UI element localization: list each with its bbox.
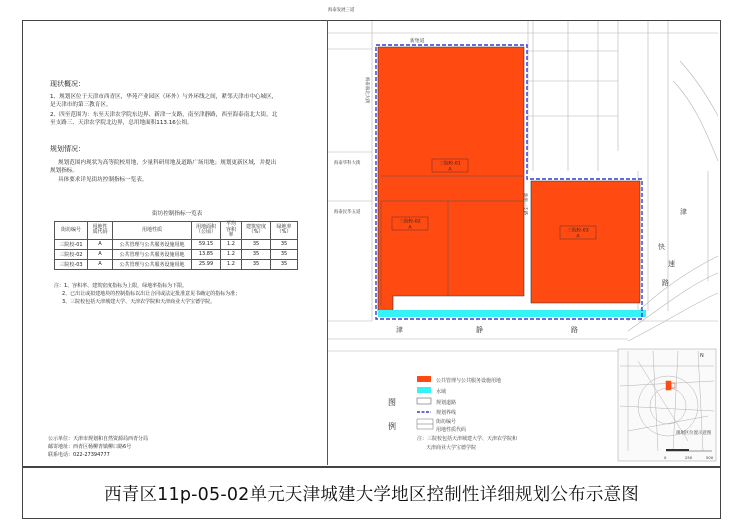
table-cell: A: [88, 259, 113, 269]
plan-line-1: 规划范围内现状为高等院校用地，少量科研用地及道路广场用地；规划更新区域，并提出: [58, 160, 277, 166]
status-line-1: 1、规划区位于天津市西青区，华苑产业园区（环外）与外环线之间，紧邻天津市中心城区，: [50, 94, 278, 100]
road-label-huake: 海泰华科大街: [334, 161, 361, 166]
scale-0: 0: [664, 455, 667, 460]
table-cell: 三院校-02: [55, 249, 88, 259]
footer-addr-label: 邮寄地址：: [48, 444, 74, 450]
status-line-2: 是天津市的第三教育区。: [50, 102, 112, 108]
table-header-row: [55, 222, 298, 240]
note-line-3: 3、三院校包括天津城建大学、天津农学院和天津商业大学宝德学院。: [62, 299, 216, 305]
legend-note-2: 天津商业大学宝德学院: [426, 445, 477, 451]
plan-heading: 规划情况：: [50, 145, 85, 153]
road-label-xinjin: 新津一支路: [522, 193, 527, 215]
table-header: 用地面积（公顷）: [192, 222, 221, 240]
scale-500: 500: [706, 455, 714, 460]
road-label-haitai: 海泰南北大街: [364, 77, 369, 104]
road-label-xinbao: 新堡道: [410, 39, 425, 44]
note-line-1: 注：1、容积率、建筑密度指标为上限，绿地率指标为下限。: [54, 283, 188, 289]
table-header: 建筑密度（%）: [242, 222, 271, 240]
parcel-02-type: A: [408, 225, 412, 231]
control-index-table: [54, 221, 298, 270]
table-header: 平均容积率: [221, 222, 242, 240]
scale-250: 250: [685, 455, 693, 460]
table-cell: 35: [271, 259, 298, 269]
road-label-jing: 静: [476, 326, 483, 334]
table-cell: 公共管理与公共服务设施用地: [113, 249, 192, 259]
table-row: [55, 239, 298, 249]
road-label-su: 速: [668, 260, 675, 268]
table-cell: 59.15: [192, 239, 221, 249]
table-header: 绿地率（%）: [271, 222, 298, 240]
legend-swatch-road: [417, 398, 431, 404]
road-label-jin2: 津: [680, 208, 687, 216]
road-label-lu2: 路: [662, 279, 669, 287]
parcel-03-code: 三院校-03: [567, 228, 589, 234]
table-cell: 35: [242, 249, 271, 259]
plan-line-3: 具体要求详见街坊控制指标一览表。: [58, 177, 148, 183]
parcel-02-code: 三院校-02: [399, 219, 421, 225]
road-label-lu: 路: [571, 326, 578, 334]
parcel-03-type: A: [576, 234, 580, 240]
legend-swatch-water: [417, 387, 431, 393]
legend-title-2: 例: [388, 422, 396, 431]
north-arrow-icon: N: [700, 353, 704, 359]
table-cell: 35: [242, 259, 271, 269]
footer-tel-value: 022-27394777: [73, 452, 110, 458]
parcel-01: [378, 47, 524, 311]
road-label-minhua: 海泰民华五道: [334, 210, 361, 215]
page-title: 西青区11p-05-02单元天津城建大学地区控制性详细规划公布示意图: [104, 484, 639, 505]
note-line-2: 2、已出让或拟建地块的控制指标以出让合同或法定批准意见书确定的指标为准；: [62, 291, 241, 297]
table-cell: 35: [271, 249, 298, 259]
parcel-03: [531, 181, 640, 303]
road-label-fazhan: 海泰发展三道: [328, 8, 355, 13]
table-cell: 1.2: [221, 249, 242, 259]
status-heading: 现状概况：: [50, 80, 85, 88]
footer-tel-label: 联系电话：: [48, 452, 74, 458]
footer-addr-value: 西青区杨柳青镇柳口路6号: [73, 444, 132, 450]
table-cell: 三院校-03: [55, 259, 88, 269]
table-header: 用地性质代码: [88, 222, 113, 240]
table-header: 街坊编号: [55, 222, 88, 240]
title-box: [22, 467, 721, 519]
table-row: [55, 249, 298, 259]
table-row: [55, 259, 298, 269]
status-line-4: 至支路三、天津农学院北边界，总用地面积113.16公顷。: [50, 120, 193, 126]
legend-label-water: 水域: [436, 389, 447, 395]
table-cell: A: [88, 249, 113, 259]
footer-tel: [48, 451, 110, 459]
legend-label-public: 公共管理与公共服务设施用地: [436, 378, 502, 384]
table-cell: 25.99: [192, 259, 221, 269]
table-cell: 公共管理与公共服务设施用地: [113, 259, 192, 269]
legend-label-boundary: 规划界线: [436, 410, 457, 416]
planning-map: [328, 8, 718, 464]
legend-swatch-public: [417, 376, 431, 382]
table-cell: 1.2: [221, 239, 242, 249]
parcel-01-type: A: [448, 167, 452, 173]
status-line-3: 2、四至范围为：东至天津农学院东边界、新津一支路，南至津静路，西至海泰南北大街，北: [50, 112, 278, 118]
table-cell: 1.2: [221, 259, 242, 269]
table-caption: 街坊控制指标一览表: [152, 211, 203, 217]
locator-map: [618, 349, 716, 461]
table-cell: 13.85: [192, 249, 221, 259]
table-header: 用地性质: [113, 222, 192, 240]
table-cell: 公共管理与公共服务设施用地: [113, 239, 192, 249]
footer-org-value: 天津市规划和自然资源局西青分局: [73, 436, 149, 442]
table-cell: 35: [271, 239, 298, 249]
plan-line-2: 规划指标。: [50, 168, 78, 174]
table-cell: 35: [242, 239, 271, 249]
footer-org-label: 公示单位：: [48, 436, 74, 442]
footer-org: [48, 435, 148, 443]
locator-label: 规划区位置示意图: [676, 431, 712, 436]
locator-site-marker: [666, 381, 671, 390]
footer-addr: [48, 443, 131, 451]
legend-label-road: 规划道路: [436, 400, 457, 406]
road-label-jin: 津: [396, 326, 403, 334]
legend-note-1: 注：三院校包括天津城建大学、天津农学院和: [417, 436, 518, 442]
table-cell: A: [88, 239, 113, 249]
table-cell: 三院校-01: [55, 239, 88, 249]
parcel-01-code: 三院校-01: [439, 161, 461, 167]
legend-label-parcel-code: 街坊编号: [436, 419, 457, 425]
road-label-kuai: 快: [658, 243, 665, 251]
legend-title-1: 图: [388, 398, 396, 407]
legend-label-landuse-code: 用地性质代码: [436, 427, 467, 433]
water-strip: [378, 310, 646, 317]
